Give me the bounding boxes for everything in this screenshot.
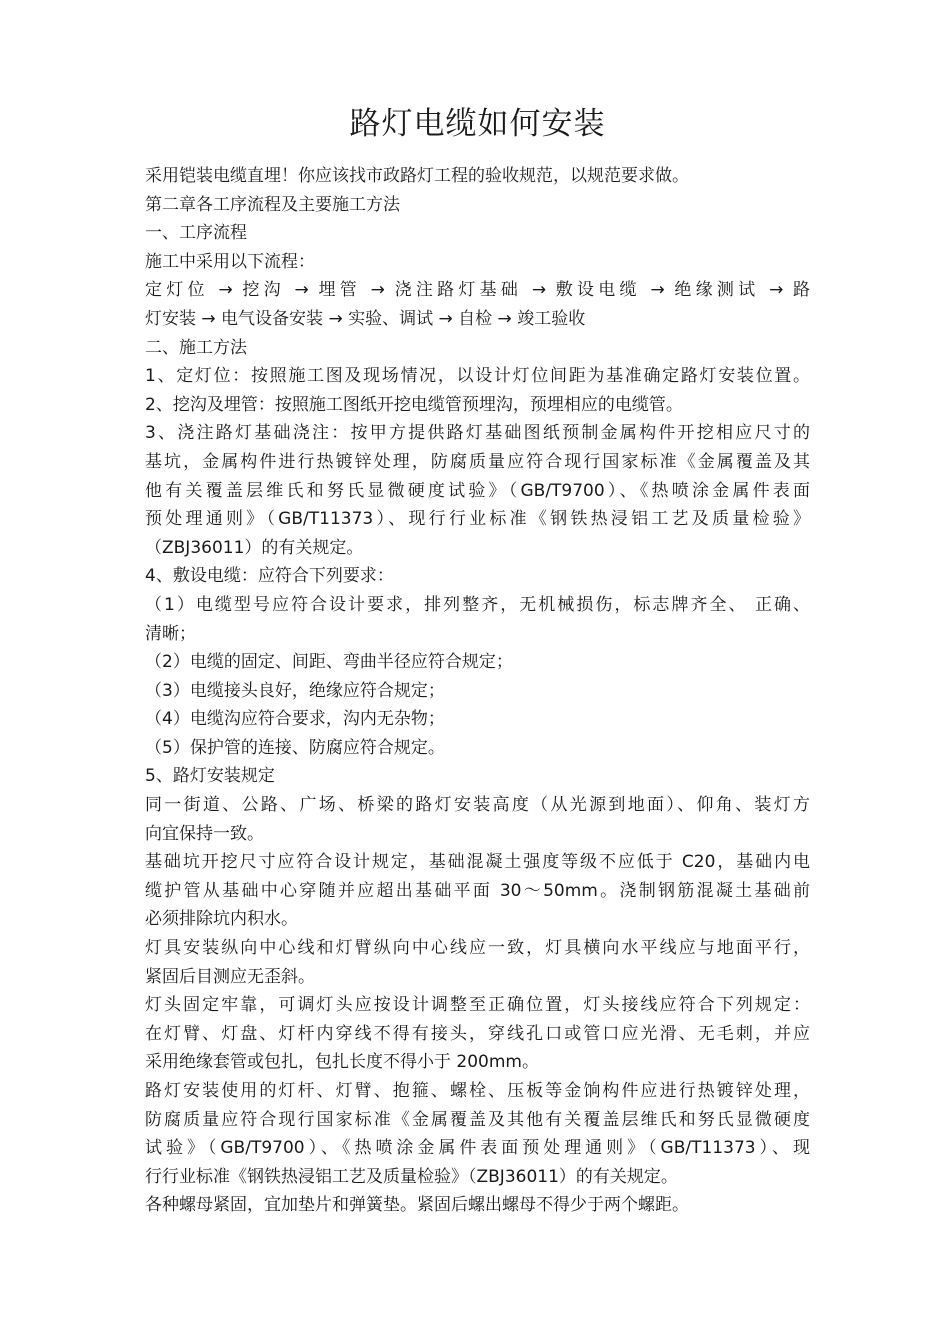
text-line: 基础坑开挖尺寸应符合设计规定，基础混凝土强度等级不应低于 C20，基础内电 bbox=[145, 852, 810, 873]
text-line: 试验》（GB/T9700）、《热喷涂金属件表面预处理通则》（GB/T11373）、现 bbox=[145, 1138, 810, 1159]
text-line: 各种螺母紧固，宜加垫片和弹簧垫。紧固后螺出螺母不得少于两个螺距。 bbox=[145, 1195, 689, 1216]
text-line: 防腐质量应符合现行国家标准《金属覆盖及其他有关覆盖层维氏和努氏显微硬度 bbox=[145, 1109, 810, 1130]
text-line: 5、路灯安装规定 bbox=[145, 766, 275, 787]
text-line: 定灯位 → 挖沟 → 埋管 → 浇注路灯基础 → 敷设电缆 → 绝缘测试 → 路 bbox=[145, 280, 810, 301]
document-title: 路灯电缆如何安装 bbox=[349, 106, 606, 142]
text-line: （ZBJ36011）的有关规定。 bbox=[145, 537, 364, 558]
text-line: 4、敷设电缆：应符合下列要求： bbox=[145, 566, 394, 587]
document-page bbox=[145, 98, 810, 1220]
text-line: 灯安装 → 电气设备安装 → 实验、调试 → 自检 → 竣工验收 bbox=[145, 308, 586, 329]
text-line: 必须排除坑内积水。 bbox=[145, 909, 298, 930]
text-line: （2）电缆的固定、间距、弯曲半径应符合规定； bbox=[145, 652, 513, 673]
text-line: 二、施工方法 bbox=[145, 337, 247, 358]
text-line: 在灯臂、灯盘、灯杆内穿线不得有接头，穿线孔口或管口应光滑、无毛刺，并应 bbox=[145, 1023, 810, 1044]
text-line: 2、挖沟及埋管：按照施工图纸开挖电缆管预埋沟，预埋相应的电缆管。 bbox=[145, 394, 683, 415]
text-line: 采用绝缘套管或包扎，包扎长度不得小于 200mm。 bbox=[145, 1052, 539, 1073]
text-line: 一、工序流程 bbox=[145, 223, 247, 244]
text-line: （3）电缆接头良好，绝缘应符合规定； bbox=[145, 680, 445, 701]
text-line: 预处理通则》（GB/T11373）、现行行业标准《钢铁热浸铝工艺及质量检验》 bbox=[145, 509, 810, 530]
text-line: 基坑，金属构件进行热镀锌处理，防腐质量应符合现行国家标准《金属覆盖及其 bbox=[145, 451, 810, 472]
document-body bbox=[145, 162, 810, 1220]
text-line: 清晰； bbox=[145, 623, 196, 644]
text-line: 行行业标准《钢铁热浸铝工艺及质量检验》（ZBJ36011）的有关规定。 bbox=[145, 1166, 678, 1187]
text-line: 紧固后目测应无歪斜。 bbox=[145, 966, 315, 987]
text-line: 路灯安装使用的灯杆、灯臂、抱箍、螺栓、压板等金饷构件应进行热镀锌处理， bbox=[145, 1081, 810, 1101]
text-line: （4）电缆沟应符合要求，沟内无杂物； bbox=[145, 709, 445, 730]
text-line: 同一街道、公路、广场、桥梁的路灯安装高度（从光源到地面）、仰角、装灯方 bbox=[145, 795, 810, 816]
text-line: 灯具安装纵向中心线和灯臂纵向中心线应一致，灯具横向水平线应与地面平行， bbox=[145, 938, 810, 959]
text-line: 向宜保持一致。 bbox=[145, 823, 264, 844]
text-line: 采用铠装电缆直埋！你应该找市政路灯工程的验收规范，以规范要求做。 bbox=[145, 166, 689, 186]
text-line: 第二章各工序流程及主要施工方法 bbox=[145, 194, 400, 215]
text-line: 施工中采用以下流程： bbox=[145, 251, 315, 272]
text-line: 灯头固定牢靠，可调灯头应按设计调整至正确位置，灯头接线应符合下列规定： bbox=[145, 995, 810, 1016]
text-line: 缆护管从基础中心穿随并应超出基础平面 30～50mm。浇制钢筋混凝土基础前 bbox=[145, 880, 810, 901]
text-line: 3、浇注路灯基础浇注：按甲方提供路灯基础图纸预制金属构件开挖相应尺寸的 bbox=[145, 423, 810, 444]
text-line: （1）电缆型号应符合设计要求，排列整齐，无机械损伤，标志牌齐全、 正确、 bbox=[145, 594, 810, 615]
text-line: 1、定灯位：按照施工图及现场情况，以设计灯位间距为基准确定路灯安装位置。 bbox=[145, 366, 810, 387]
text-line: 他有关覆盖层维氏和努氏显微硬度试验》（GB/T9700）、《热喷涂金属件表面 bbox=[145, 480, 810, 501]
text-line: （5）保护管的连接、防腐应符合规定。 bbox=[145, 737, 445, 758]
